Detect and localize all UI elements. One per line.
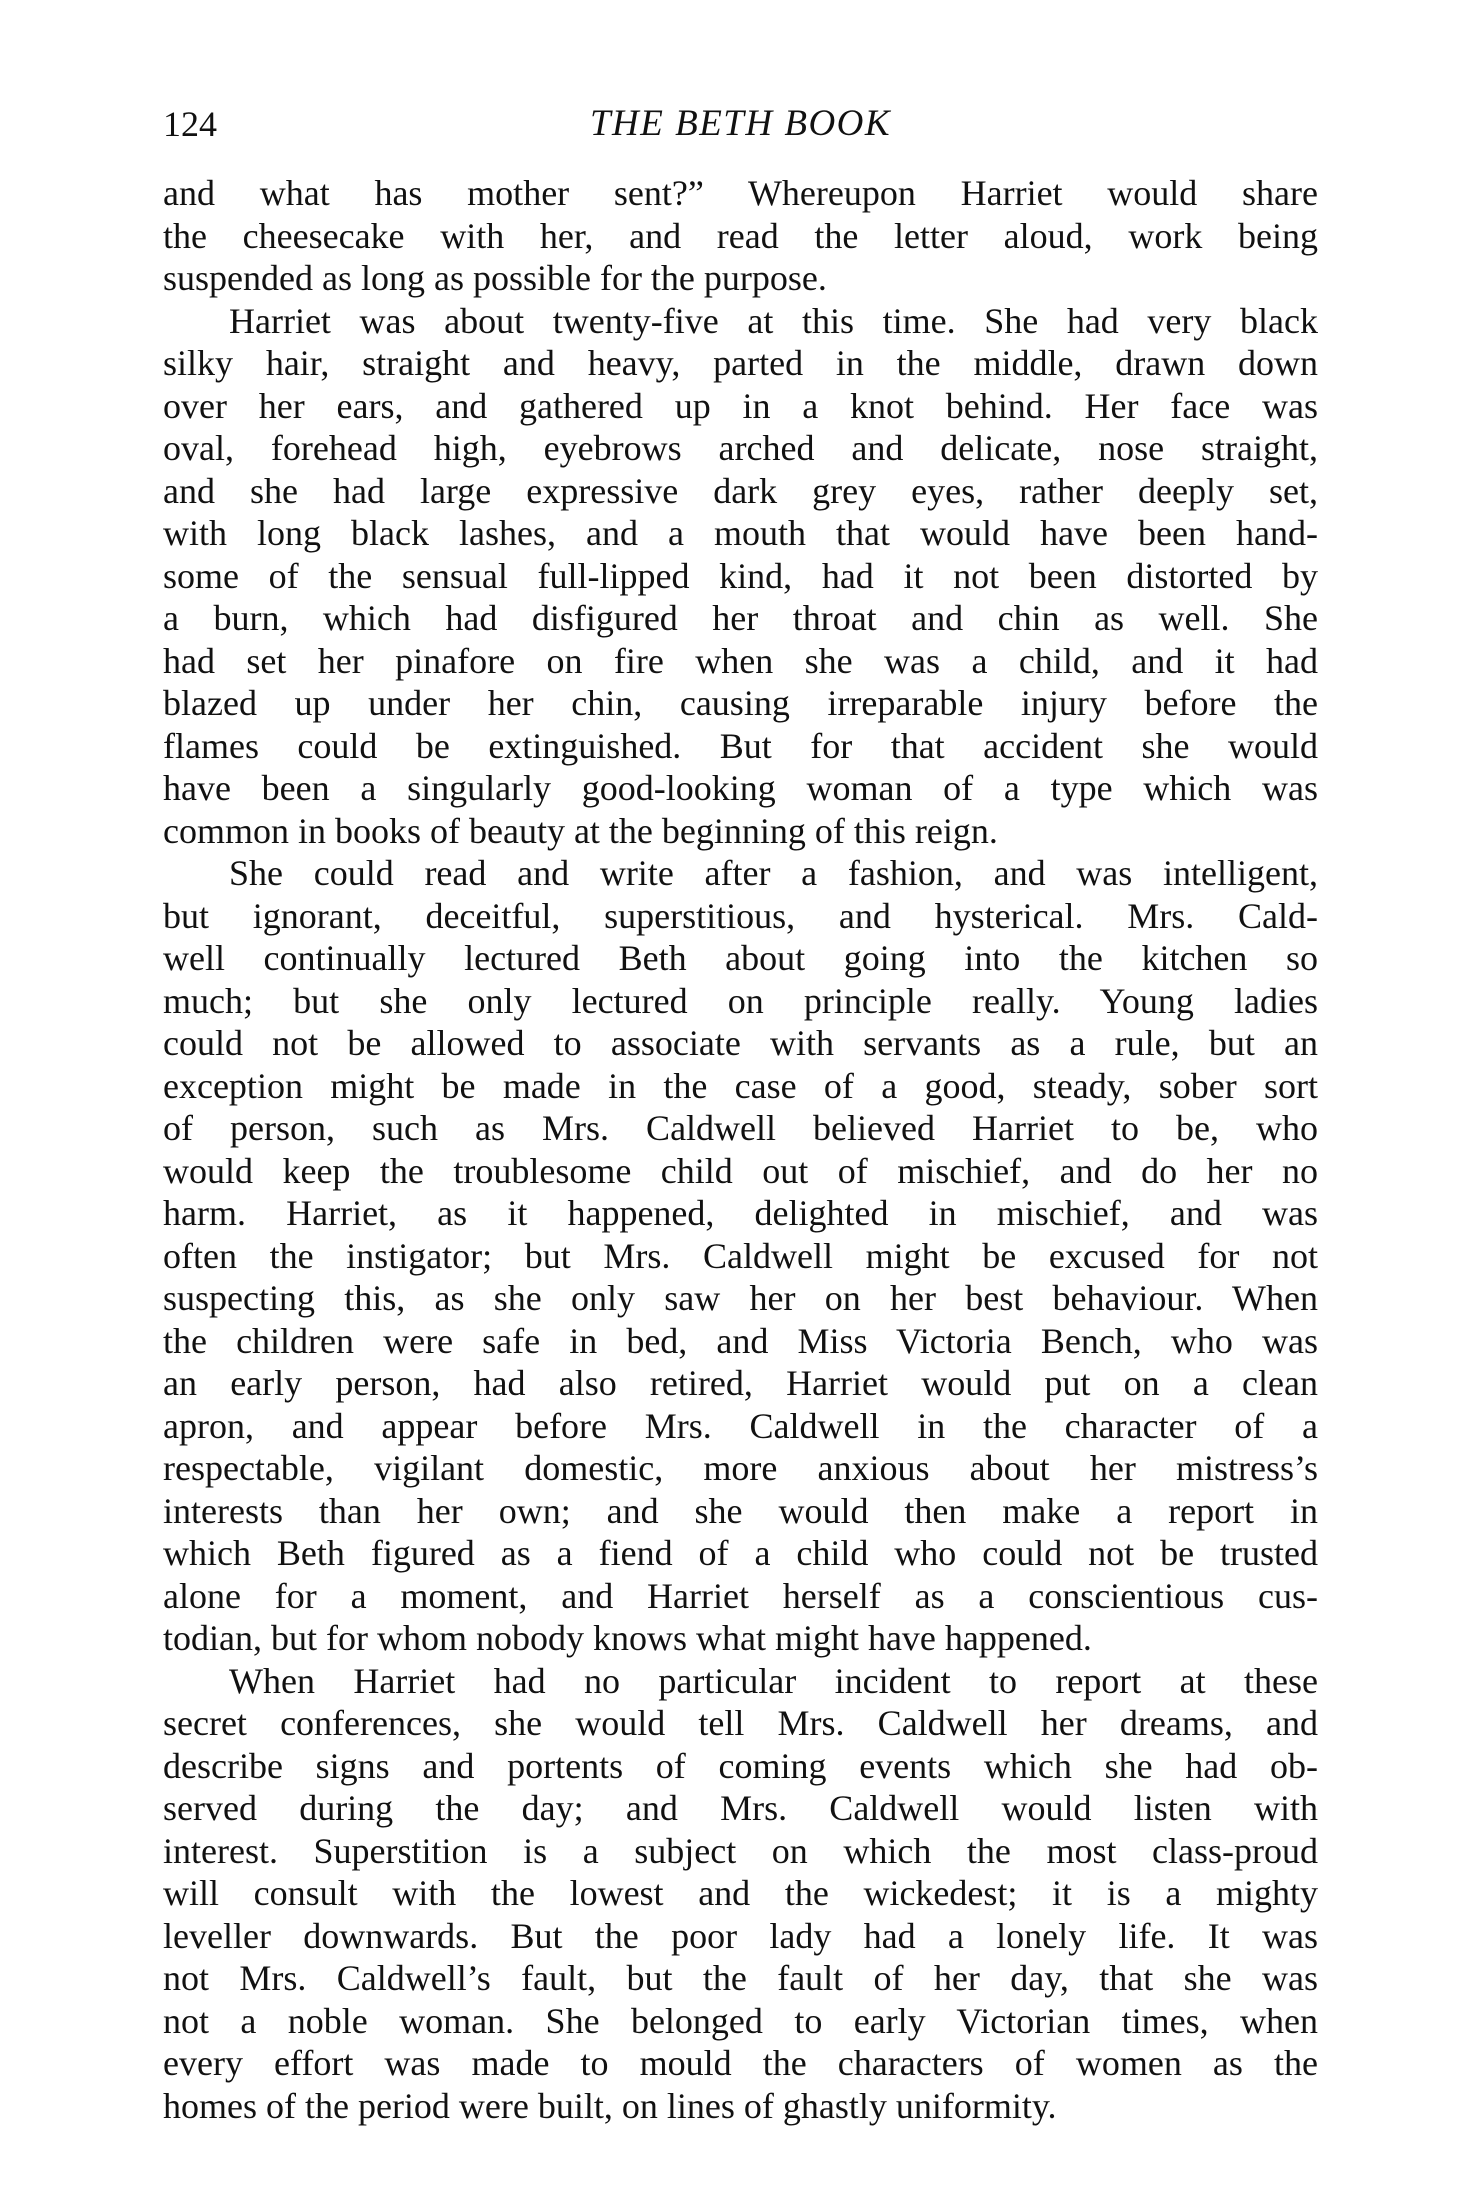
running-head	[163, 102, 1318, 146]
paragraph	[163, 852, 1318, 1660]
paragraph	[163, 1660, 1318, 2128]
text-line: secret conferences, she would tell Mrs. Caldwell her dreams, and	[163, 1703, 1318, 1743]
text-line: interests than her own; and she would then make a report in	[163, 1490, 1318, 1531]
text-line: leveller downwards. But the poor lady had a lonely life. It was	[163, 1915, 1318, 1956]
text-line: the cheesecake with her, and read the letter aloud, work being	[163, 215, 1318, 256]
text-line: apron, and appear before Mrs. Caldwell in the character of a	[163, 1405, 1318, 1446]
text-line: common in books of beauty at the beginning of this reign.	[163, 810, 998, 851]
text-line: served during the day; and Mrs. Caldwell would listen with	[163, 1788, 1318, 1828]
text-line: would keep the troublesome child out of mischief, and do her no	[163, 1150, 1318, 1191]
text-line: homes of the period were built, on lines of ghastly uniformity.	[163, 2085, 1057, 2126]
text-line: with long black lashes, and a mouth that would have been hand-	[163, 513, 1318, 553]
text-line: over her ears, and gathered up in a knot behind. Her face was	[163, 385, 1318, 426]
text-line: silky hair, straight and heavy, parted in the middle, drawn down	[163, 343, 1318, 383]
paragraph	[163, 300, 1318, 853]
text-line: describe signs and portents of coming events which she had ob-	[163, 1745, 1318, 1786]
text-line: not a noble woman. She belonged to early Victorian times, when	[163, 2000, 1318, 2041]
text-line: respectable, vigilant domestic, more anxious about her mistress’s	[163, 1448, 1318, 1488]
text-line: had set her pinafore on fire when she was a child, and it had	[163, 640, 1318, 681]
text-line: well continually lectured Beth about going into the kitchen so	[163, 938, 1318, 978]
text-line: exception might be made in the case of a good, steady, sober sort	[163, 1065, 1318, 1106]
text-line: Harriet was about twenty-five at this time. She had very black	[229, 300, 1318, 341]
text-line: of person, such as Mrs. Caldwell believed Harriet to be, who	[163, 1108, 1318, 1148]
text-line: and she had large expressive dark grey eyes, rather deeply set,	[163, 470, 1318, 511]
text-line: and what has mother sent?” Whereupon Harriet would share	[163, 173, 1318, 213]
text-line: suspended as long as possible for the purpose.	[163, 258, 827, 298]
text-line: the children were safe in bed, and Miss Victoria Bench, who was	[163, 1320, 1318, 1361]
body-text	[163, 172, 1318, 2127]
text-line: blazed up under her chin, causing irreparable injury before the	[163, 683, 1318, 723]
text-line: todian, but for whom nobody knows what might have happened.	[163, 1618, 1092, 1658]
text-line: oval, forehead high, eyebrows arched and delicate, nose straight,	[163, 428, 1318, 468]
text-line: will consult with the lowest and the wickedest; it is a mighty	[163, 1873, 1318, 1913]
book-title: THE BETH BOOK	[589, 103, 892, 144]
text-line: harm. Harriet, as it happened, delighted in mischief, and was	[163, 1193, 1318, 1233]
text-line: but ignorant, deceitful, superstitious, and hysterical. Mrs. Cald-	[163, 895, 1318, 936]
text-line: suspecting this, as she only saw her on her best behaviour. When	[163, 1278, 1318, 1318]
text-line: much; but she only lectured on principle really. Young ladies	[163, 980, 1318, 1021]
text-line: which Beth figured as a fiend of a child who could not be trusted	[163, 1533, 1318, 1573]
paragraph	[163, 172, 1318, 300]
text-line: could not be allowed to associate with servants as a rule, but an	[163, 1023, 1318, 1063]
text-line: every effort was made to mould the characters of women as the	[163, 2043, 1318, 2083]
text-line: When Harriet had no particular incident to report at these	[229, 1660, 1318, 1701]
text-line: some of the sensual full-lipped kind, had it not been distorted by	[163, 555, 1318, 596]
text-line: often the instigator; but Mrs. Caldwell might be excused for not	[163, 1235, 1318, 1276]
text-line: alone for a moment, and Harriet herself as a conscientious cus-	[163, 1575, 1318, 1616]
text-line: an early person, had also retired, Harriet would put on a clean	[163, 1363, 1318, 1403]
text-line: interest. Superstition is a subject on which the most class-proud	[163, 1830, 1318, 1871]
text-line: flames could be extinguished. But for that accident she would	[163, 725, 1318, 766]
text-line: a burn, which had disfigured her throat and chin as well. She	[163, 598, 1318, 638]
text-line: She could read and write after a fashion, and was intelligent,	[229, 853, 1318, 893]
text-line: not Mrs. Caldwell’s fault, but the fault of her day, that she was	[163, 1958, 1318, 1998]
text-line: have been a singularly good-looking woman of a type which was	[163, 768, 1318, 808]
page-number: 124	[163, 104, 217, 144]
